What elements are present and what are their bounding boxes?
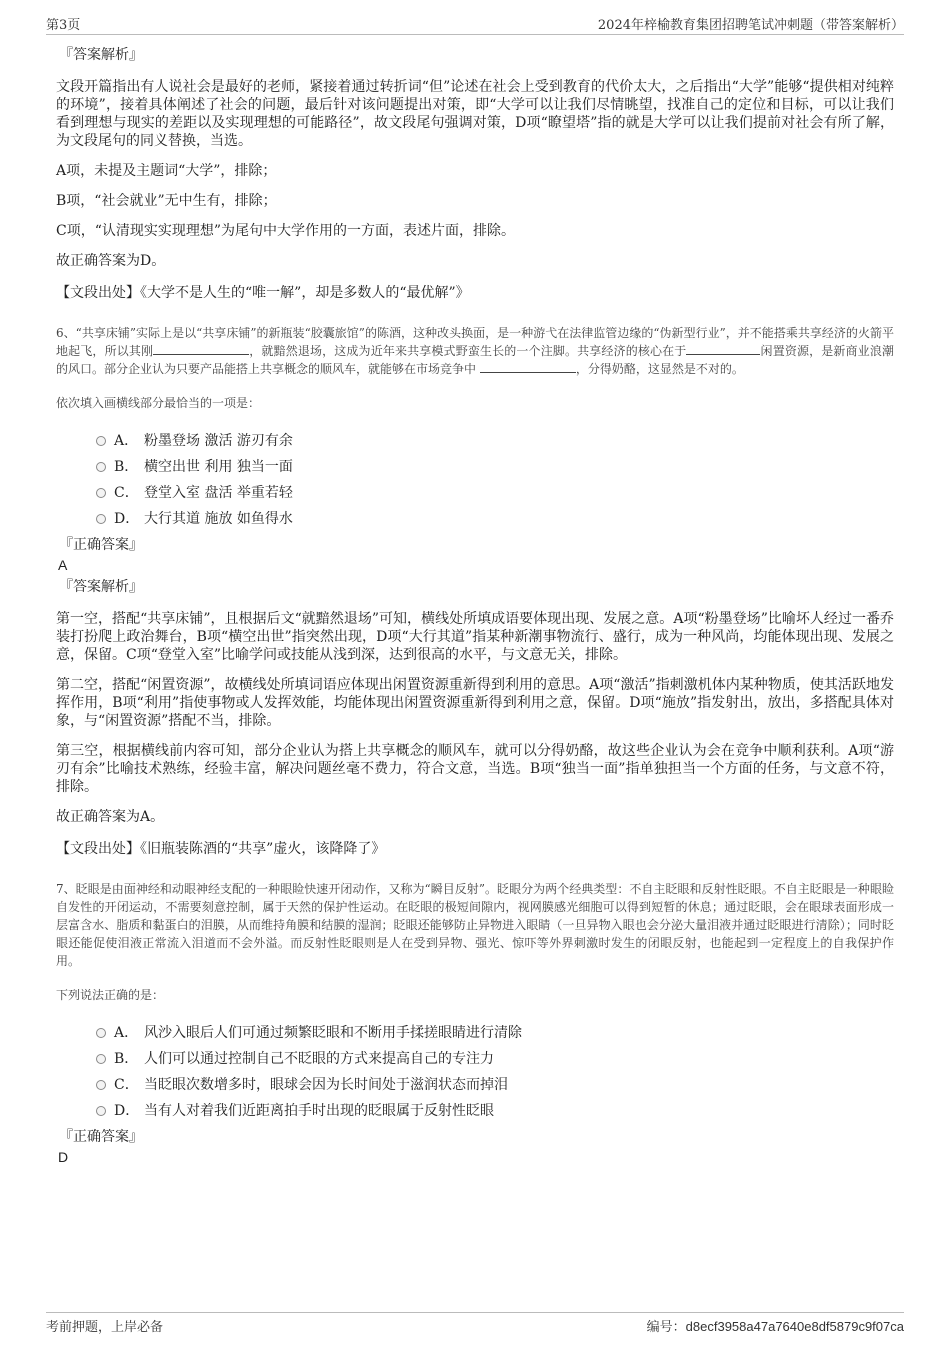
q6-stem-part4: ，分得奶酪，这显然是不对的。 bbox=[575, 362, 744, 376]
q6-options bbox=[96, 428, 894, 532]
option-key: D． bbox=[114, 511, 140, 527]
q6-option-c[interactable] bbox=[96, 480, 894, 506]
q6-stem-part1: 6、“共享床铺”实际上是以“共享床铺”的新瓶装“胶囊旅馆”的陈酒，这种改头换面，是一种游弋在法律监管边缘的“伪新型行业”，并不能搭乘共享经济的火箭平地起飞，所以其刚 bbox=[56, 326, 894, 358]
radio-icon[interactable] bbox=[96, 462, 106, 472]
q6-analysis-2: 第二空，搭配“闲置资源”，故横线处所填词语应体现出闲置资源重新得到利用的意思。A项“激活”指刺激机体内某种物质，使其活跃地发挥作用，B项“利用”指使事物或人发挥效能，均能体现出闲置资源重新得到利用之意，保留。D项“施放”指发射出，放出，多搭配具体对象，与“闲置资源”搭配不当，排除。 bbox=[56, 677, 894, 729]
radio-icon[interactable] bbox=[96, 1106, 106, 1116]
option-key: C． bbox=[114, 1077, 139, 1093]
q6-analysis-1: 第一空，搭配“共享床铺”，且根据后文“就黯然退场”可知，横线处所填成语要体现出现、发展之意。A项“粉墨登场”比喻坏人经过一番乔装打扮爬上政治舞台，B项“横空出世”指突然出现，D项“大行其道”指某种新潮事物流行、盛行，成为一种风尚，均能体现出现、发展之意，保留。C项“登堂入室”比喻学问或技能从浅到深，达到很高的水平，与文意无关，排除。 bbox=[56, 611, 894, 663]
radio-icon[interactable] bbox=[96, 1028, 106, 1038]
q6-analysis-3: 第三空，根据横线前内容可知，部分企业认为搭上共享概念的顺风车，就可以分得奶酪，故这些企业认为会在竞争中顺利获利。A项“游刃有余”比喻技术熟练，经验丰富，解决问题丝毫不费力，符合文意，当选。B项“独当一面”指单独担当一个方面的任务，与文意不符，排除。 bbox=[56, 743, 894, 795]
radio-icon[interactable] bbox=[96, 1080, 106, 1090]
option-text: 大行其道 施放 如鱼得水 bbox=[144, 511, 293, 527]
option-key: D． bbox=[114, 1103, 140, 1119]
q5-conclusion: 故正确答案为D。 bbox=[56, 253, 166, 269]
q7-stem: 7、眨眼是由面神经和动眼神经支配的一种眼睑快速开闭动作，又称为“瞬目反射”。眨眼分为两个经典类型：不自主眨眼和反射性眨眼。不自主眨眼是一种眼睑自发性的开闭运动，不需要刻意控制，属于天然的保护性运动。在眨眼的极短间隙内，视网膜感光细胞可以得到短暂的休息；通过眨眼，会在眼球表面形成一层富含水、脂质和黏蛋白的泪膜，从而维持角膜和结膜的湿润；眨眼还能够防止异物进入眼睛（一旦异物入眼也会分泌大量泪液并通过眨眼进行清除）；同时眨眼还能促使泪液正常流入泪道而不会外溢。而反射性眨眼则是人在受到异物、强光、惊吓等外界刺激时发生的闭眼反射，也能起到一定程度上的自我保护作用。 bbox=[56, 882, 894, 968]
option-text: 登堂入室 盘活 举重若轻 bbox=[144, 485, 293, 501]
footer-code bbox=[647, 1316, 904, 1335]
q5-analysis-label: 『答案解析』 bbox=[59, 47, 143, 63]
document-title: 2024年梓榆教育集团招聘笔试冲刺题（带答案解析） bbox=[597, 18, 904, 33]
option-key: B． bbox=[114, 459, 139, 475]
q6-blank-3 bbox=[480, 360, 576, 373]
q7-option-d[interactable] bbox=[96, 1098, 894, 1124]
q6-stem bbox=[56, 324, 894, 378]
q6-blank-2 bbox=[686, 342, 760, 355]
q5-analysis-text: 文段开篇指出有人说社会是最好的老师，紧接着通过转折词“但”论述在社会上受到教育的代价太大，之后指出“大学”能够“提供相对纯粹的环境”，接着具体阐述了社会的问题，最后针对该问题提出对策，即“大学可以让我们尽情眺望，找准自己的定位和目标，可以让我们看到理想与现实的差距以及实现理想的可能路径”，故文段尾句强调对策，D项“瞭望塔”指的就是大学可以让我们提前对社会有所了解，为文段尾句的同义替换，当选。 bbox=[56, 79, 894, 149]
q5-line-a: A项，未提及主题词“大学”，排除； bbox=[56, 163, 277, 179]
page-footer bbox=[46, 1312, 904, 1333]
q6-prompt: 依次填入画横线部分最恰当的一项是： bbox=[56, 396, 261, 410]
option-key: A． bbox=[114, 433, 139, 449]
q6-conclusion: 故正确答案为A。 bbox=[56, 809, 165, 825]
q6-stem-part2: ，就黯然退场，这成为近年来共享模式野蛮生长的一个注脚。共享经济的核心在于 bbox=[249, 344, 687, 358]
option-text: 风沙入眼后人们可通过频繁眨眼和不断用手揉搓眼睛进行清除 bbox=[144, 1025, 522, 1041]
q6-blank-1 bbox=[153, 342, 249, 355]
q6-analysis-label: 『答案解析』 bbox=[59, 579, 143, 595]
q6-correct-label: 『正确答案』 bbox=[59, 537, 143, 553]
radio-icon[interactable] bbox=[96, 488, 106, 498]
option-text: 人们可以通过控制自己不眨眼的方式来提高自己的专注力 bbox=[144, 1051, 494, 1067]
footer-slogan: 考前押题，上岸必备 bbox=[46, 1320, 164, 1335]
radio-icon[interactable] bbox=[96, 514, 106, 524]
option-key: B． bbox=[114, 1051, 139, 1067]
q7-option-b[interactable] bbox=[96, 1046, 894, 1072]
page-header bbox=[46, 12, 904, 35]
option-key: C． bbox=[114, 485, 139, 501]
radio-icon[interactable] bbox=[96, 1054, 106, 1064]
q6-option-a[interactable] bbox=[96, 428, 894, 454]
q7-correct-answer: D bbox=[58, 1149, 69, 1165]
option-text: 粉墨登场 激活 游刃有余 bbox=[144, 433, 293, 449]
q7-correct-label: 『正确答案』 bbox=[59, 1129, 143, 1145]
q6-option-b[interactable] bbox=[96, 454, 894, 480]
option-text: 当眨眼次数增多时，眼球会因为长时间处于滋润状态而掉泪 bbox=[144, 1077, 508, 1093]
q6-correct-answer: A bbox=[58, 557, 68, 573]
footer-code-value: d8ecf3958a47a7640e8df5879c9f07ca bbox=[685, 1319, 904, 1334]
q7-option-a[interactable] bbox=[96, 1020, 894, 1046]
q7-prompt: 下列说法正确的是： bbox=[56, 988, 165, 1002]
option-text: 当有人对着我们近距离拍手时出现的眨眼属于反射性眨眼 bbox=[144, 1103, 494, 1119]
footer-code-label: 编号： bbox=[646, 1320, 686, 1335]
option-key: A． bbox=[114, 1025, 139, 1041]
q6-option-d[interactable] bbox=[96, 506, 894, 532]
q6-source: 【文段出处】《旧瓶装陈酒的“共享”虚火，该降降了》 bbox=[56, 841, 386, 857]
q7-options bbox=[96, 1020, 894, 1124]
q6-stem-part3: 闲置资源，是新商业浪潮的风口。部分企业认为只要产品能搭上共享概念的顺风车，就能够在市场竞争中 bbox=[56, 344, 894, 376]
radio-icon[interactable] bbox=[96, 436, 106, 446]
page-content bbox=[56, 44, 894, 1166]
q7-option-c[interactable] bbox=[96, 1072, 894, 1098]
page-number: 第3页 bbox=[46, 18, 81, 33]
option-text: 横空出世 利用 独当一面 bbox=[144, 459, 293, 475]
q5-line-c: C项，“认清现实实现理想”为尾句中大学作用的一方面，表述片面，排除。 bbox=[56, 223, 516, 239]
q5-line-b: B项，“社会就业”无中生有，排除； bbox=[56, 193, 277, 209]
q5-source: 【文段出处】《大学不是人生的“唯一解”，却是多数人的“最优解”》 bbox=[56, 285, 470, 301]
